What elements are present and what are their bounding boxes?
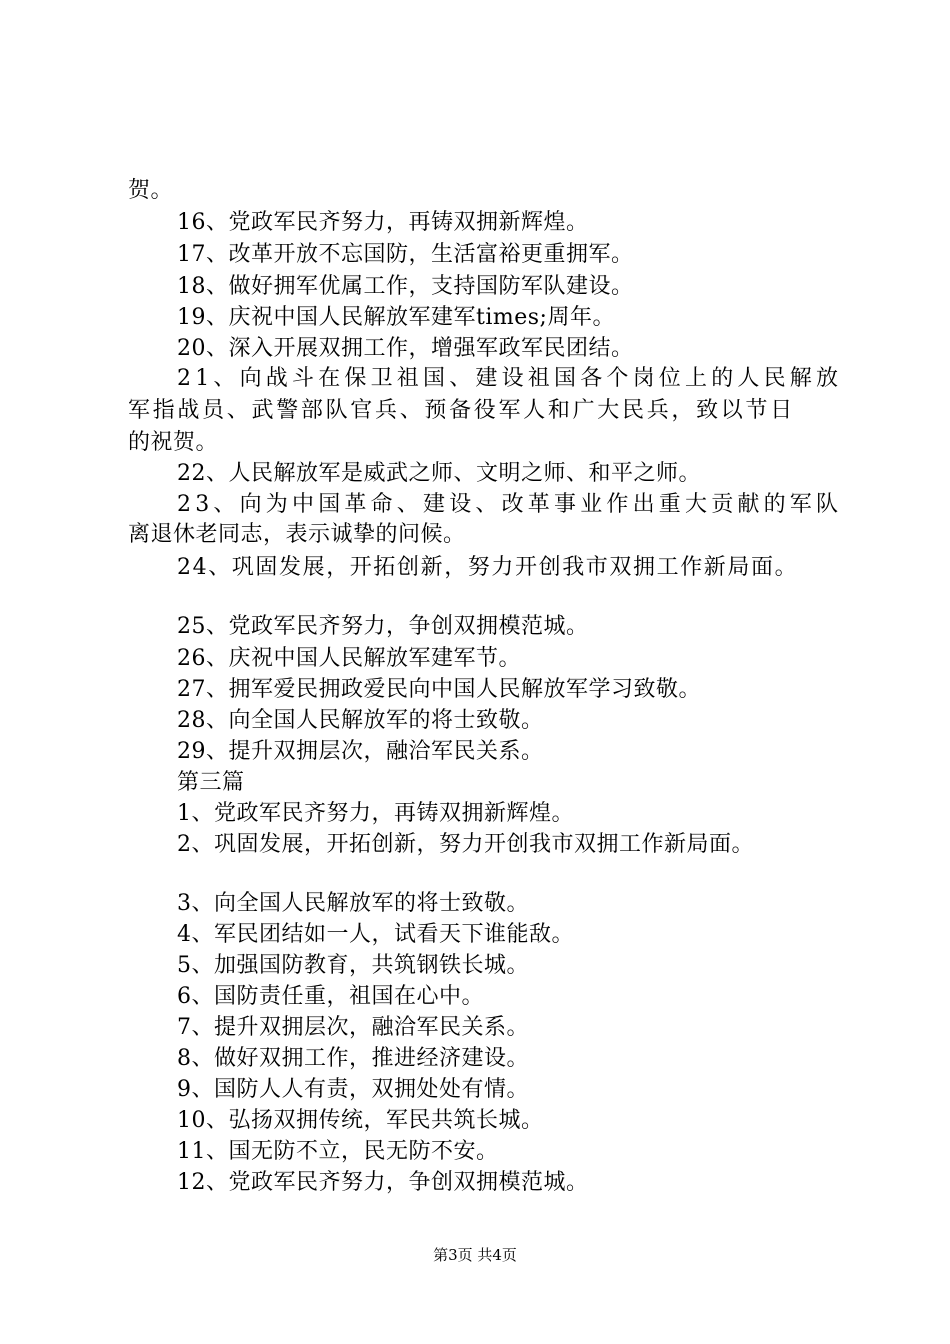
text-line: 21、向战斗在保卫祖国、建设祖国各个岗位上的人民解放 <box>177 366 843 391</box>
text-line: 10、弘扬双拥传统，军民共筑长城。 <box>177 1108 544 1133</box>
text-line: 8、做好双拥工作，推进经济建设。 <box>177 1046 529 1071</box>
text-line: 12、党政军民齐努力，争创双拥模范城。 <box>177 1170 589 1195</box>
text-line: 离退休老同志，表示诚挚的问候。 <box>128 522 466 547</box>
section-heading: 第三篇 <box>177 770 245 795</box>
text-line: 17、改革开放不忘国防，生活富裕更重拥军。 <box>177 242 634 267</box>
text-line: 28、向全国人民解放军的将士致敬。 <box>177 708 544 733</box>
text-line: 1、党政军民齐努力，再铸双拥新辉煌。 <box>177 801 574 826</box>
text-line: 5、加强国防教育，共筑钢铁长城。 <box>177 953 529 978</box>
text-line: 29、提升双拥层次，融洽军民关系。 <box>177 739 544 764</box>
page-footer: 第3页 共4页 <box>433 1246 517 1264</box>
text-line: 26、庆祝中国人民解放军建军节。 <box>177 646 521 671</box>
text-line: 2、巩固发展，开拓创新，努力开创我市双拥工作新局面。 <box>177 832 754 857</box>
text-line: 贺。 <box>128 178 174 203</box>
text-line: 军指战员、武警部队官兵、预备役军人和广大民兵，致以节日 <box>128 398 795 423</box>
text-line: 19、庆祝中国人民解放军建军times;周年。 <box>177 305 615 330</box>
text-line: 20、深入开展双拥工作，增强军政军民团结。 <box>177 336 634 361</box>
text-line: 22、人民解放军是威武之师、文明之师、和平之师。 <box>177 461 701 486</box>
text-line: 25、党政军民齐努力，争创双拥模范城。 <box>177 614 589 639</box>
text-line: 27、拥军爱民拥政爱民向中国人民解放军学习致敬。 <box>177 677 701 702</box>
text-line: 9、国防人人有责，双拥处处有情。 <box>177 1077 529 1102</box>
text-line: 6、国防责任重，祖国在心中。 <box>177 984 484 1009</box>
text-line: 23、向为中国革命、建设、改革事业作出重大贡献的军队 <box>177 492 843 517</box>
text-line: 16、党政军民齐努力，再铸双拥新辉煌。 <box>177 210 589 235</box>
text-line: 3、向全国人民解放军的将士致敬。 <box>177 891 529 916</box>
text-line: 4、军民团结如一人，试看天下谁能敌。 <box>177 922 574 947</box>
text-line: 24、巩固发展，开拓创新，努力开创我市双拥工作新局面。 <box>177 555 799 580</box>
text-line: 的祝贺。 <box>128 430 219 455</box>
text-line: 11、国无防不立，民无防不安。 <box>177 1139 499 1164</box>
text-line: 7、提升双拥层次，融洽军民关系。 <box>177 1015 529 1040</box>
text-line: 18、做好拥军优属工作，支持国防军队建设。 <box>177 274 634 299</box>
